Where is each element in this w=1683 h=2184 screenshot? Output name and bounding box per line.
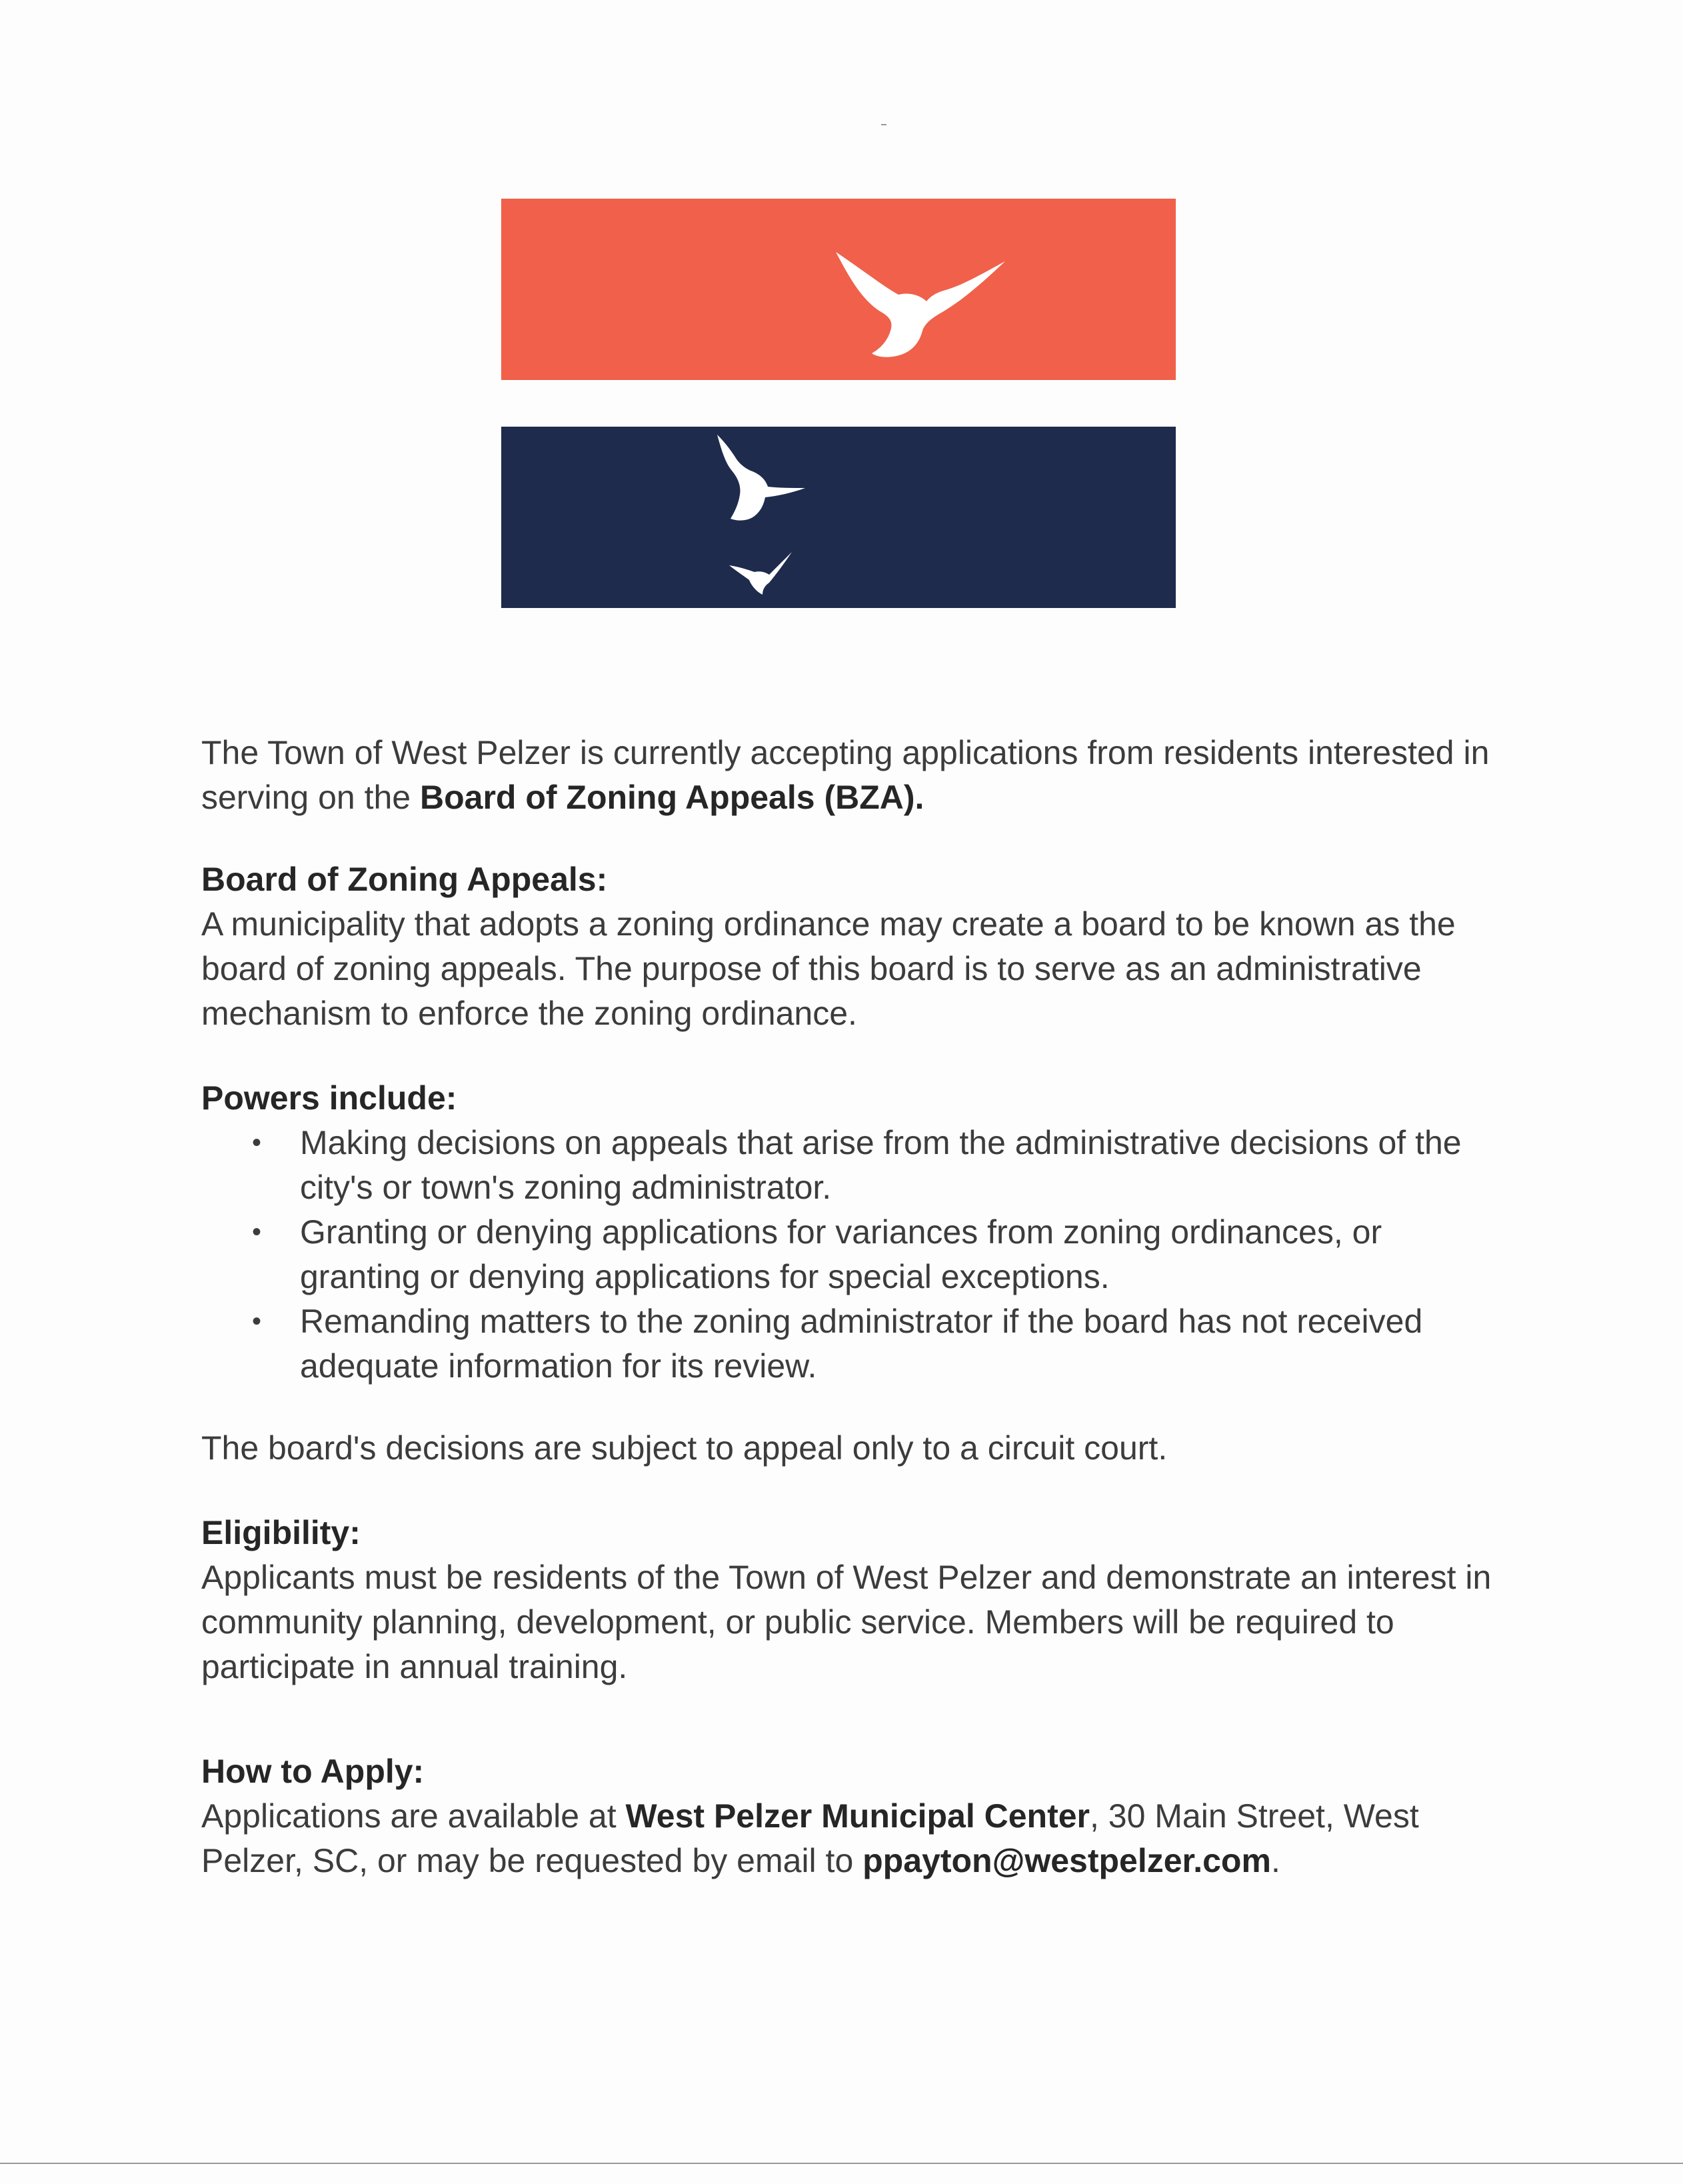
apply-text-1: Applications are available at	[201, 1797, 626, 1835]
scan-speck	[881, 124, 886, 125]
document-body	[201, 731, 1501, 1883]
intro-bza-name: Board of Zoning Appeals (BZA).	[419, 779, 924, 816]
powers-list	[201, 1121, 1501, 1389]
intro-text: The Town of West Pelzer is currently accepting applications from residents interested in serving on the	[201, 734, 1490, 816]
power-item-text: Granting or denying applications for variances from zoning ordinances, or granting or denying applications for special exceptions.	[300, 1213, 1382, 1295]
apply-location: West Pelzer Municipal Center	[625, 1797, 1090, 1835]
medium-bird-icon	[715, 432, 808, 532]
apply-text-2: , 30 Main Street, West Pelzer, SC, or may be requested by email to	[201, 1797, 1419, 1879]
powers-heading: Powers include:	[201, 1079, 457, 1117]
power-item-text: Making decisions on appeals that arise from the administrative decisions of the city's or town's zoning administrator.	[300, 1124, 1462, 1206]
bullet-icon: •	[252, 1217, 262, 1247]
apply-text-3: .	[1270, 1842, 1280, 1879]
list-item	[201, 1299, 1473, 1389]
power-item-text: Remanding matters to the zoning administrator if the board has not received adequate information for its review.	[300, 1303, 1423, 1385]
page-bottom-rule	[0, 2163, 1683, 2164]
apply-heading: How to Apply:	[201, 1753, 425, 1790]
small-bird-icon	[728, 551, 795, 599]
intro-paragraph	[201, 731, 1501, 820]
logo-navy-band	[501, 427, 1176, 608]
bza-heading: Board of Zoning Appeals:	[201, 861, 608, 898]
eligibility-description: Applicants must be residents of the Town of West Pelzer and demonstrate an interest in community planning, development, or public service. Members will be required to participate in annual training.	[201, 1559, 1492, 1685]
list-item	[201, 1121, 1473, 1210]
appeal-note: The board's decisions are subject to appeal only to a circuit court.	[201, 1429, 1168, 1467]
bza-description: A municipality that adopts a zoning ordinance may create a board to be known as the board of zoning appeals. The purpose of this board is to serve as an administrative mechanism to enforce the zoning ordinance.	[201, 905, 1456, 1032]
eligibility-heading: Eligibility:	[201, 1514, 361, 1551]
apply-description	[201, 1794, 1501, 1883]
spacer	[201, 1689, 1501, 1749]
large-bird-icon	[835, 248, 1008, 361]
list-item	[201, 1210, 1473, 1299]
bullet-icon: •	[252, 1307, 262, 1336]
town-logo	[501, 199, 1176, 608]
apply-email-link[interactable]: ppayton@westpelzer.com	[862, 1842, 1271, 1879]
bullet-icon: •	[252, 1128, 262, 1157]
